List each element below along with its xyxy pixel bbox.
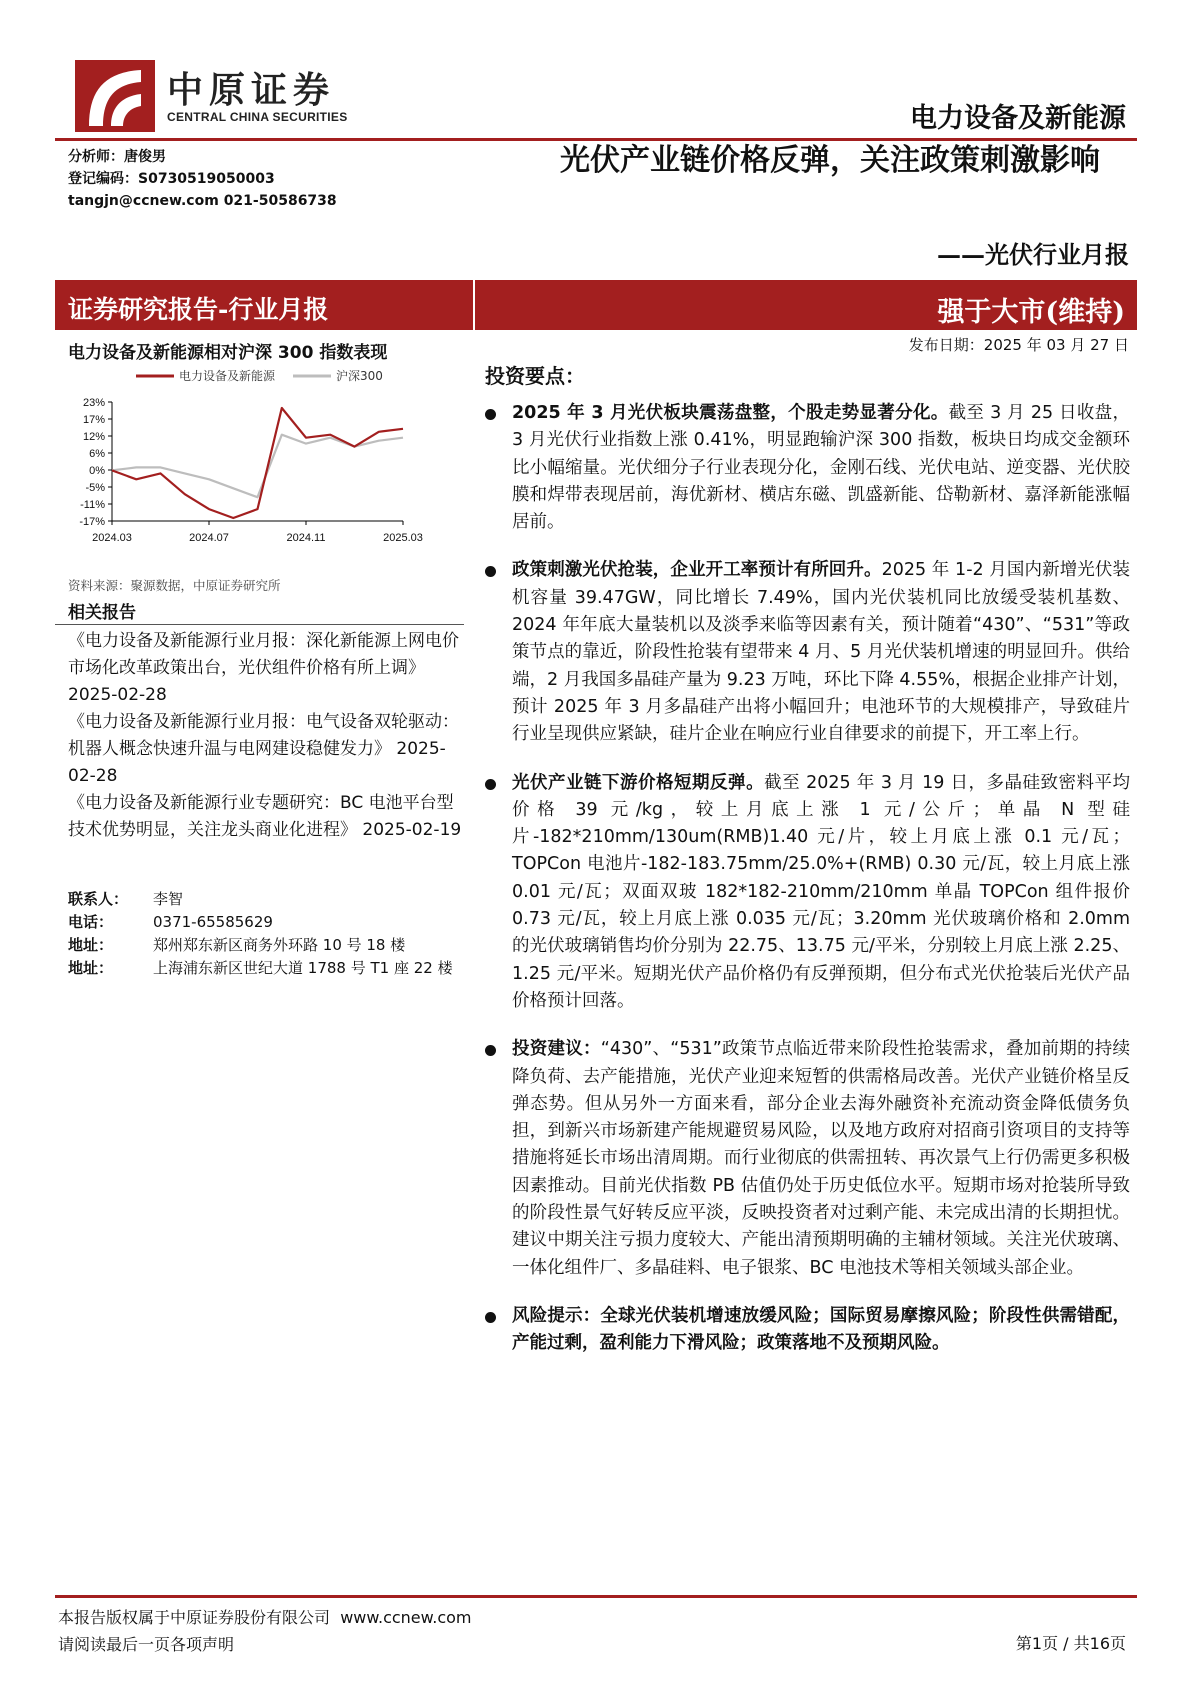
rating: 强于大市(维持) <box>937 297 1125 328</box>
chart-title: 电力设备及新能源相对沪深 300 指数表现 <box>68 343 388 363</box>
footer-divider <box>55 1595 1137 1598</box>
highlight-body: 截至 2025 年 3 月 19 日，多晶硅致密料平均价格 39 元/kg，较上月底上涨 1 元/公斤；单晶 N 型硅片-182*210mm/130um(RMB)1.40 元/片，较上月底上涨 0.1 元/瓦；TOPCon 电池片-182-183.75mm/25.0%+(RMB) 0.30 元/瓦，较上月底上涨 0.01 元/瓦；双面双玻 182*182-210mm/210mm 单晶 TOPCon 组件报价 0.73 元/瓦，较上月底上涨 0.035 元/瓦；3.20mm 光伏玻璃价格和 2.0mm 的光伏玻璃销售均价分别为 22.75、13.75 元/平米，分别较上月底上涨 2.25、1.25 元/平米。短期光伏产品价格仍有反弹预期，但分布式光伏抢装后光伏产品价格预计回落。 <box>512 772 1130 1011</box>
contact-value: 0371-65585629 <box>153 913 273 931</box>
contact-key: 地址： <box>68 936 114 954</box>
x-tick-label: 2024.11 <box>286 532 326 544</box>
y-tick-label: 0% <box>89 465 105 477</box>
index-performance-chart <box>68 368 468 573</box>
series-line <box>112 408 403 518</box>
contact-value: 李智 <box>153 890 184 908</box>
publish-date: 发布日期：2025 年 03 月 27 日 <box>908 336 1129 354</box>
highlight-item <box>480 1036 1130 1282</box>
contact-value: 郑州郑东新区商务外环路 10 号 18 楼 <box>153 936 406 954</box>
related-report-item[interactable]: 《电力设备及新能源行业专题研究：BC 电池平台型技术优势明显，关注龙头商业化进程》 2025-02-19 <box>68 793 462 840</box>
bullet-icon <box>485 409 496 420</box>
copyright-text: 本报告版权属于中原证券股份有限公司 <box>58 1608 331 1627</box>
analyst-contact: tangjn@ccnew.com 021-50586738 <box>68 193 337 209</box>
company-logo <box>75 60 375 135</box>
header-divider <box>55 138 1137 141</box>
reg-code: S0730519050003 <box>138 171 275 187</box>
highlight-item <box>480 400 1130 536</box>
related-reports-title: 相关报告 <box>68 603 136 623</box>
related-report-item[interactable]: 《电力设备及新能源行业月报：深化新能源上网电价市场化改革政策出台，光伏组件价格有所上调》 2025-02-28 <box>68 631 459 705</box>
highlight-lead: 2025 年 3 月光伏板块震荡盘整，个股走势显著分化。 <box>512 403 949 423</box>
y-tick-label: -17% <box>79 516 105 528</box>
highlight-item <box>480 770 1130 1016</box>
y-axis <box>79 397 112 528</box>
report-type: 证券研究报告-行业月报 <box>68 295 329 324</box>
highlight-item <box>480 1303 1130 1358</box>
highlight-body: “430”、“531”政策节点临近带来阶段性抢装需求，叠加前期的持续降负荷、去产能措施，光伏产业迎来短暂的供需格局改善。光伏产业链价格呈反弹态势。但从另外一方面来看，部分企业去海外融资补充流动资金降低债务负担，到新兴市场新建产能规避贸易风险，以及地方政府对招商引资项目的支持等措施将延长市场出清周期。而行业彻底的供需扭转、再次景气上行仍需更多积极因素推动。目前光伏指数 PB 估值仍处于历史低位水平。短期市场对抢装所导致的阶段性景气好转反应平淡，反映投资者对过剩产能、未完成出清的长期担忧。建议中期关注亏损力度较大、产能出清预期明确的主辅材领域。关注光伏玻璃、一体化组件厂、多晶硅料、电子银浆、BC 电池技术等相关领域头部企业。 <box>512 1039 1131 1278</box>
x-tick-label: 2024.03 <box>92 532 132 544</box>
logo-mark-icon <box>75 60 155 132</box>
contact-key: 地址： <box>68 959 114 977</box>
bullet-icon <box>485 566 496 577</box>
chart-legend <box>136 368 383 383</box>
page-number: 第1页 / 共16页 <box>1015 1634 1126 1653</box>
logo-english-name: CENTRAL CHINA SECURITIES <box>167 110 348 124</box>
bullet-icon <box>485 1045 496 1056</box>
y-tick-label: 6% <box>89 448 105 460</box>
highlight-lead: 光伏产业链下游价格短期反弹。 <box>512 772 765 793</box>
contact-info <box>68 888 463 980</box>
highlight-body: 截至 3 月 25 日收盘，3 月光伏行业指数上涨 0.41%，明显跑输沪深 300 指数，板块日均成交金额环比小幅缩量。光伏细分子行业表现分化，金刚石线、光伏电站、逆变器、光伏胶膜和焊带表现居前，海优新材、横店东磁、凯盛新能、岱勒新材、嘉泽新能涨幅居前。 <box>512 403 1130 533</box>
bullet-icon <box>485 1312 496 1323</box>
y-tick-label: -5% <box>85 482 105 494</box>
contact-key: 联系人： <box>68 890 129 908</box>
y-tick-label: 12% <box>82 431 105 443</box>
banner-separator <box>473 280 475 330</box>
plot-area <box>112 408 403 518</box>
chart-source: 资料来源：聚源数据，中原证券研究所 <box>68 578 281 593</box>
analyst-info <box>68 146 337 212</box>
contact-key: 电话： <box>68 913 114 931</box>
analyst-label: 分析师： <box>68 149 124 165</box>
x-tick-label: 2024.07 <box>189 532 229 544</box>
highlight-item <box>480 557 1130 748</box>
y-tick-label: -11% <box>80 499 105 511</box>
related-report-item[interactable]: 《电力设备及新能源行业月报：电气设备双轮驱动：机器人概念快速升温与电网建设稳健发力》 2025-02-28 <box>68 712 459 786</box>
report-subtitle: ——光伏行业月报 <box>937 240 1129 269</box>
legend-label: 电力设备及新能源 <box>179 369 276 383</box>
highlight-lead: 政策刺激光伏抢装，企业开工率预计有所回升。 <box>512 560 882 581</box>
industry-label: 电力设备及新能源 <box>910 103 1126 134</box>
x-tick-label: 2025.03 <box>383 532 423 544</box>
highlight-lead: 风险提示： <box>512 1305 601 1326</box>
related-reports-list <box>68 628 464 844</box>
logo-chinese-name: 中原证券 <box>167 69 336 111</box>
report-title: 光伏产业链价格反弹，关注政策刺激影响 <box>560 143 1100 178</box>
y-tick-label: 17% <box>82 414 105 426</box>
investment-highlights-title: 投资要点： <box>485 364 585 388</box>
contact-value: 上海浦东新区世纪大道 1788 号 T1 座 22 楼 <box>153 959 453 977</box>
x-axis <box>92 521 423 544</box>
bullet-icon <box>485 779 496 790</box>
highlight-body: 全球光伏装机增速放缓风险；国际贸易摩擦风险；阶段性供需错配，产能过剩，盈利能力下滑风险；政策落地不及预期风险。 <box>512 1305 1131 1354</box>
legend-label: 沪深300 <box>336 369 383 383</box>
analyst-name: 唐俊男 <box>124 149 166 165</box>
reg-label: 登记编码： <box>68 171 138 187</box>
disclaimer-text: 请阅读最后一页各项声明 <box>58 1635 235 1654</box>
investment-highlights <box>480 400 1130 1379</box>
footer-notes <box>58 1604 472 1658</box>
highlight-lead: 投资建议： <box>512 1039 601 1060</box>
website-link[interactable]: www.ccnew.com <box>340 1608 472 1627</box>
highlight-body: 2025 年 1-2 月国内新增光伏装机容量 39.47GW，同比增长 7.49%，国内光伏装机同比放缓受装机基数、2024 年年底大量装机以及淡季来临等因素有关，预计随着“430”、“531”等政策节点的靠近，阶段性抢装有望带来 4 月、5 月光伏装机增速的明显回升。供给端，2 月我国多晶硅产量为 9.23 万吨，环比下降 4.55%，根据企业排产计划，预计 2025 年 3 月多晶硅产出将小幅回升；电池环节的大规模排产，导致硅片行业呈现供应紧缺，硅片企业在响应行业自律要求的前提下，开工率上行。 <box>512 560 1130 745</box>
related-reports-divider <box>55 624 464 625</box>
y-tick-label: 23% <box>82 397 105 409</box>
